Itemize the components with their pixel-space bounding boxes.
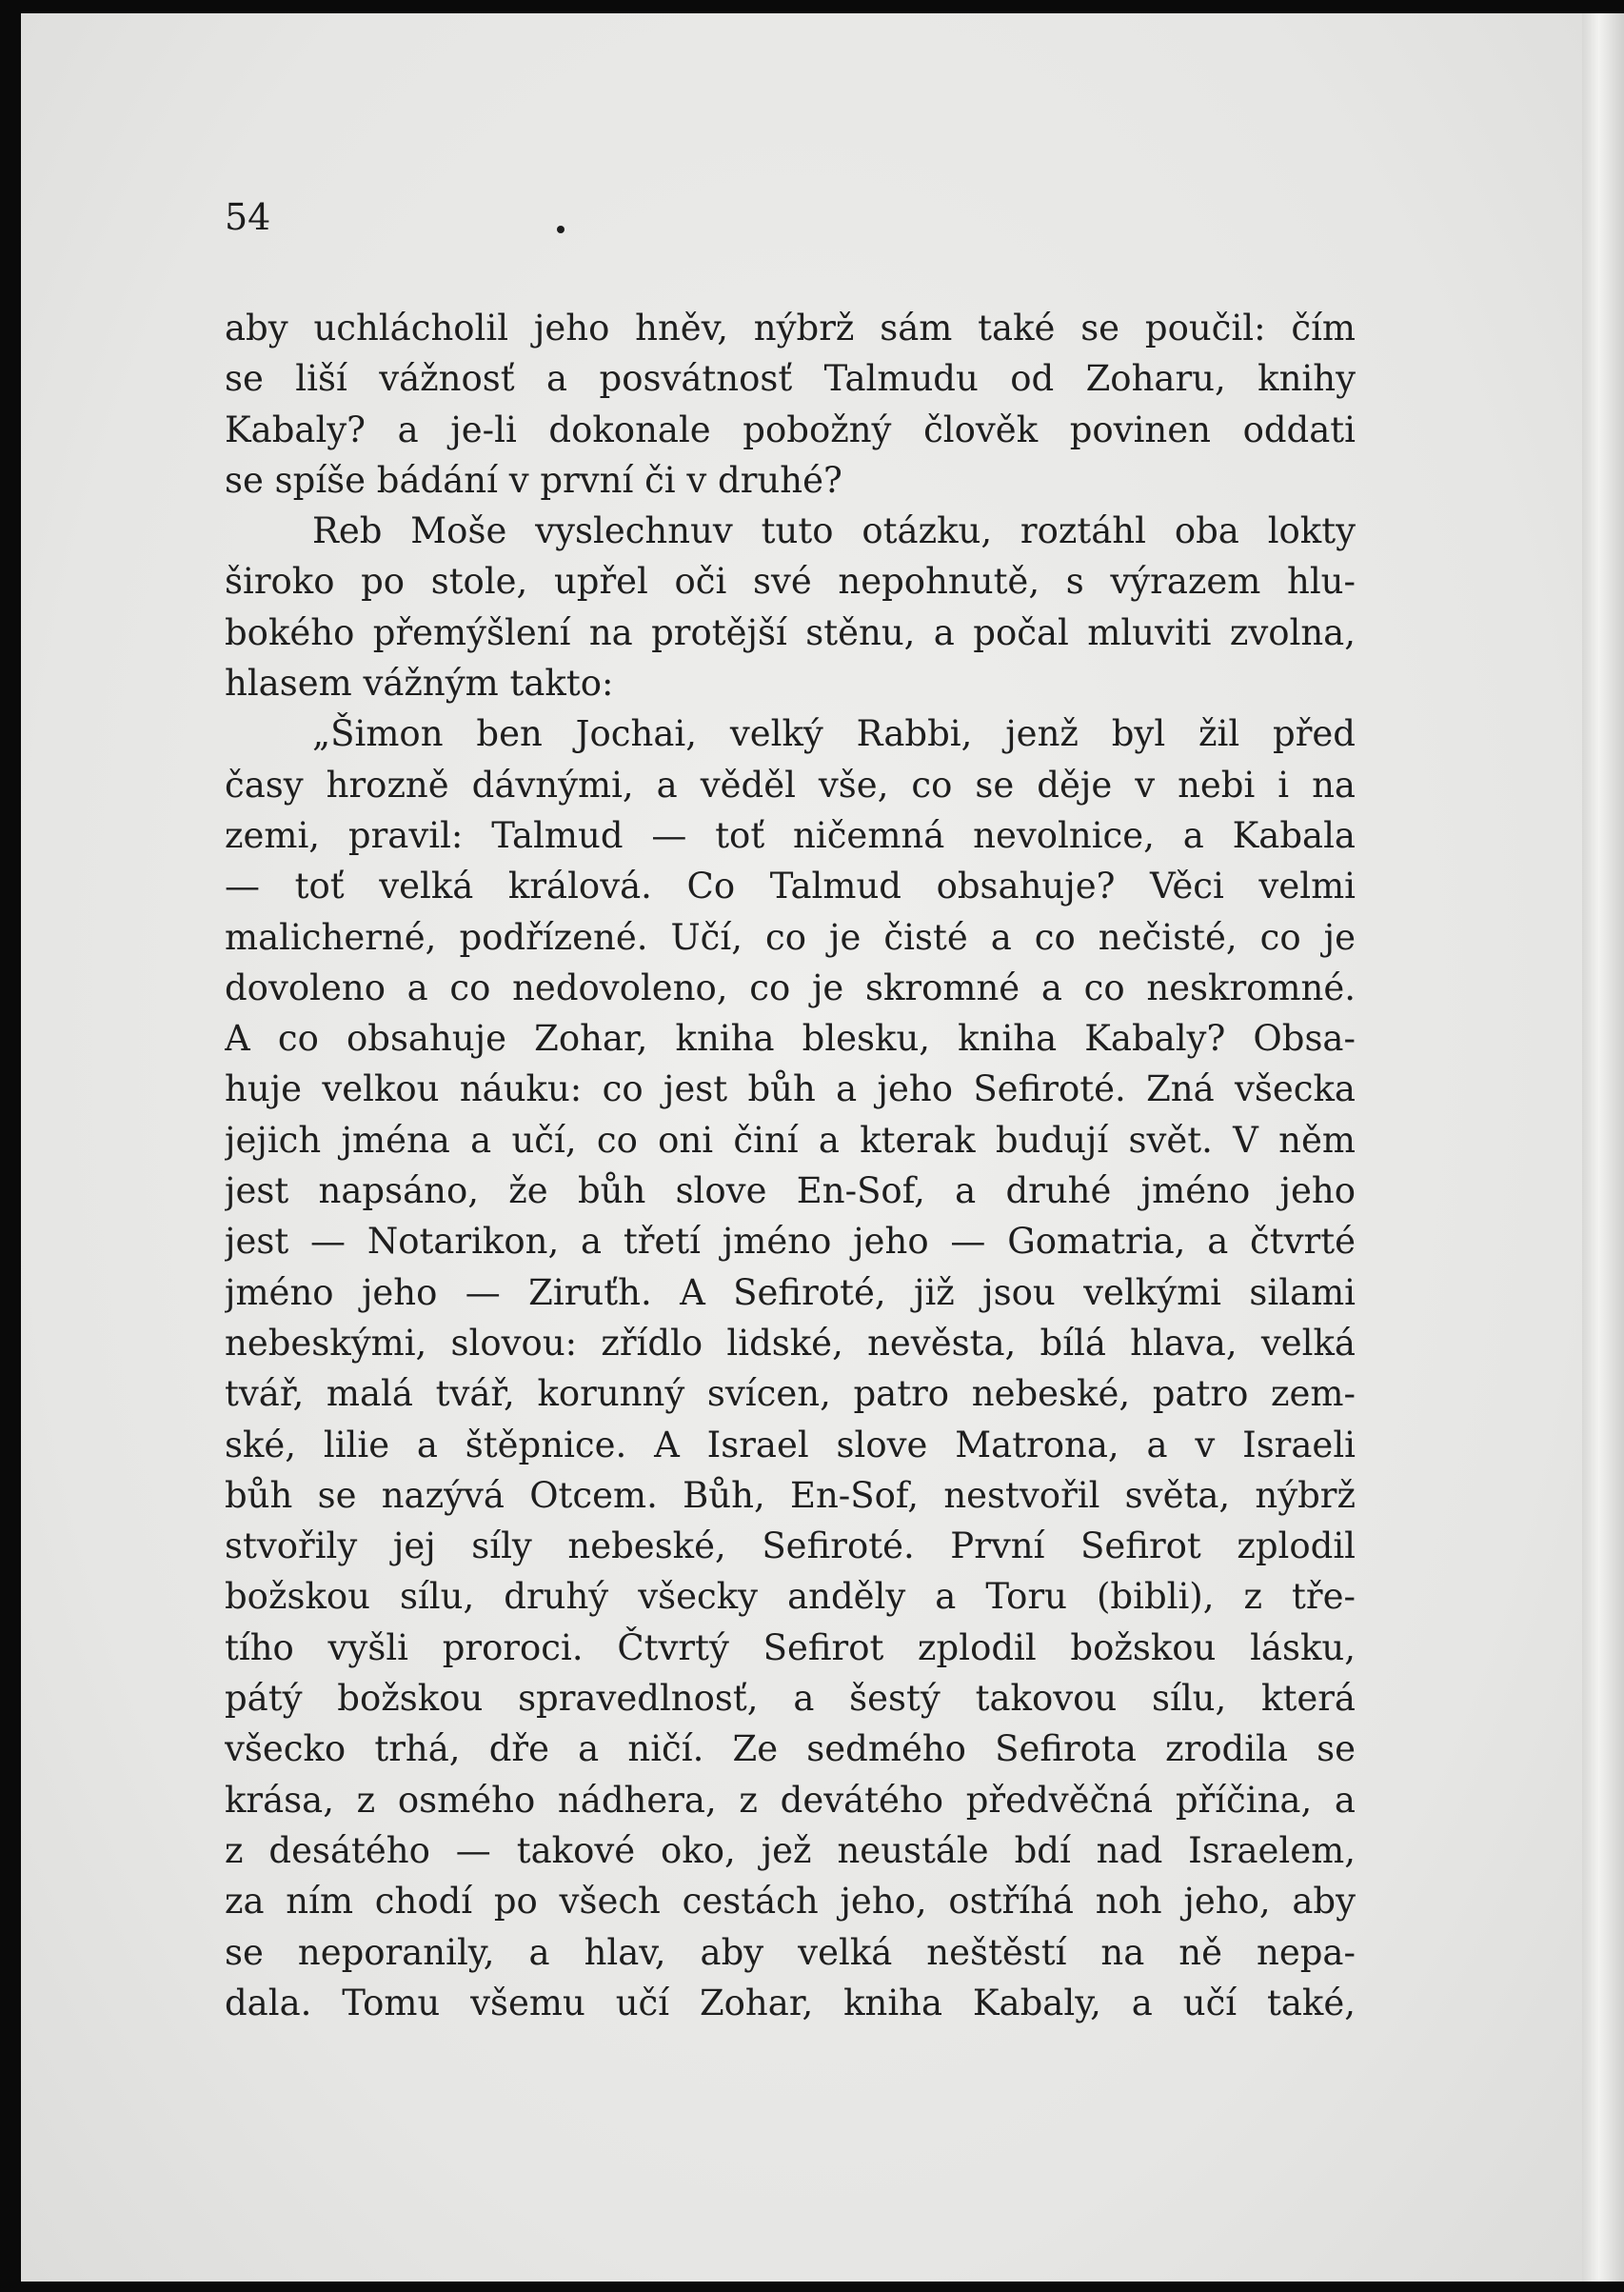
text-line: tího vyšli proroci. Čtvrtý Sefirot zplodil božskou lásku, bbox=[225, 1626, 1356, 1668]
text-line: ské, lilie a štěpnice. A Israel slove Matrona, a v Israeli bbox=[225, 1424, 1356, 1465]
page-number: 54 bbox=[225, 196, 271, 238]
text-line: dala. Tomu všemu učí Zohar, kniha Kabaly, a učí také, bbox=[225, 1982, 1356, 2023]
text-line: stvořily jej síly nebeské, Sefiroté. První Sefirot zplodil bbox=[225, 1525, 1356, 1567]
text-line: bůh se nazývá Otcem. Bůh, En-Sof, nestvořil světa, nýbrž bbox=[225, 1474, 1356, 1516]
text-line: tvář, malá tvář, korunný svícen, patro nebeské, patro zem- bbox=[225, 1373, 1356, 1415]
text-line: „Šimon ben Jochai, velký Rabbi, jenž byl žil před bbox=[312, 713, 1356, 755]
text-line: hlasem vážným takto: bbox=[225, 663, 614, 705]
text-line: božskou sílu, druhý všecky anděly a Toru (bibli), z tře- bbox=[225, 1576, 1356, 1618]
text-line: Kabaly? a je-li dokonale pobožný člověk povinen oddati bbox=[225, 409, 1356, 450]
text-line: se spíše bádání v první či v druhé? bbox=[225, 459, 842, 501]
text-line: se neporanily, a hlav, aby velká neštěstí na ně nepa- bbox=[225, 1931, 1356, 1973]
text-line: huje velkou náuku: co jest bůh a jeho Sefiroté. Zná všecka bbox=[225, 1068, 1356, 1110]
text-line: zemi, pravil: Talmud — toť ničemná nevolnice, a Kabala bbox=[225, 814, 1356, 856]
text-line: jejich jména a učí, co oni činí a kterak budují svět. V něm bbox=[225, 1119, 1356, 1161]
text-line: aby uchlácholil jeho hněv, nýbrž sám také se poučil: čím bbox=[225, 308, 1356, 349]
text-line: krása, z osmého nádhera, z devátého předvěčná příčina, a bbox=[225, 1779, 1356, 1821]
text-line: bokého přemýšlení na protější stěnu, a počal mluviti zvolna, bbox=[225, 611, 1356, 653]
text-line: Reb Moše vyslechnuv tuto otázku, roztáhl oba lokty bbox=[312, 510, 1356, 552]
text-line: z desátého — takové oko, jež neustále bdí nad Israelem, bbox=[225, 1829, 1356, 1871]
text-line: jméno jeho — Ziruťh. A Sefiroté, již jsou velkými silami bbox=[225, 1271, 1356, 1313]
text-line: jest — Notarikon, a třetí jméno jeho — Gomatria, a čtvrté bbox=[225, 1221, 1356, 1263]
text-line: pátý božskou spravedlnosť, a šestý takovou sílu, která bbox=[225, 1678, 1356, 1720]
header-dot bbox=[557, 226, 564, 233]
text-line: časy hrozně dávnými, a věděl vše, co se děje v nebi i na bbox=[225, 764, 1356, 806]
text-line: se liší vážnosť a posvátnosť Talmudu od Zoharu, knihy bbox=[225, 358, 1356, 400]
text-line: A co obsahuje Zohar, kniha blesku, kniha Kabaly? Obsa- bbox=[225, 1018, 1356, 1060]
text-line: široko po stole, upřel oči své nepohnutě, s výrazem hlu- bbox=[225, 561, 1356, 603]
text-line: jest napsáno, že bůh slove En-Sof, a druhé jméno jeho bbox=[225, 1170, 1356, 1212]
text-line: malicherné, podřízené. Učí, co je čisté a co nečisté, co je bbox=[225, 916, 1356, 958]
text-line: dovoleno a co nedovoleno, co je skromné a co neskromné. bbox=[225, 967, 1356, 1008]
page-edge bbox=[1582, 13, 1624, 2282]
text-line: za ním chodí po všech cestách jeho, ostříhá noh jeho, aby bbox=[225, 1881, 1356, 1923]
body-text bbox=[225, 303, 1356, 2028]
text-line: — toť velká králová. Co Talmud obsahuje? Věci velmi bbox=[225, 866, 1356, 907]
text-line: všecko trhá, dře a ničí. Ze sedmého Sefirota zrodila se bbox=[225, 1728, 1356, 1770]
text-line: nebeskými, slovou: zřídlo lidské, nevěsta, bílá hlava, velká bbox=[225, 1322, 1356, 1364]
